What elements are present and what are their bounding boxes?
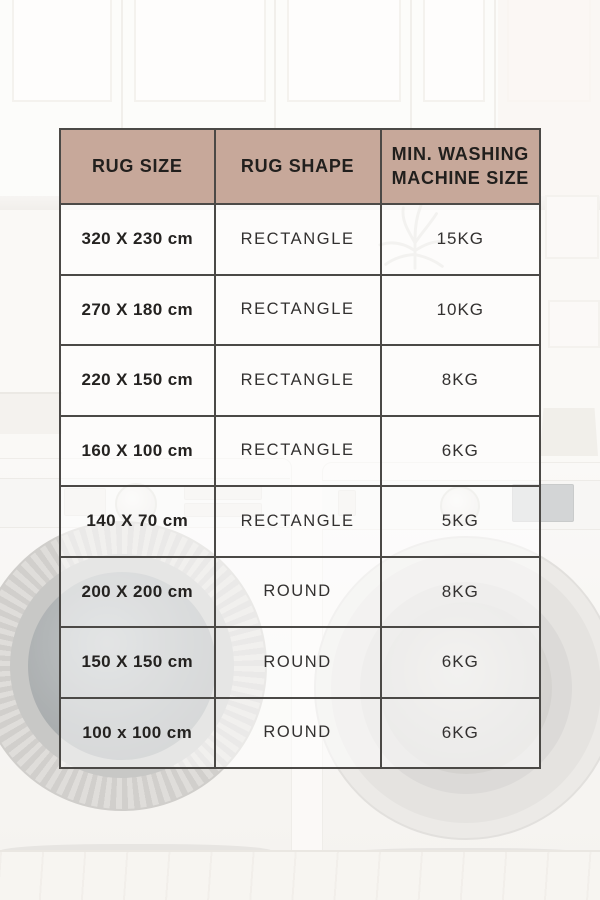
rug-shape-cell: RECTANGLE [215, 416, 381, 487]
machine-size-cell: 5KG [381, 486, 540, 557]
machine-size-cell: 10KG [381, 275, 540, 346]
rug-size-cell: 220 X 150 cm [60, 345, 215, 416]
machine-size-cell: 6KG [381, 698, 540, 769]
rug-shape-cell: ROUND [215, 698, 381, 769]
column-header-rug-size: RUG SIZE [60, 129, 215, 204]
table-row [60, 627, 540, 698]
machine-size-cell: 8KG [381, 345, 540, 416]
table-row [60, 557, 540, 628]
table-body [60, 204, 540, 768]
rug-size-cell: 160 X 100 cm [60, 416, 215, 487]
table-row [60, 345, 540, 416]
column-header-machine-size: MIN. WASHING MACHINE SIZE [381, 129, 540, 204]
rug-size-cell: 200 X 200 cm [60, 557, 215, 628]
rug-shape-cell: ROUND [215, 627, 381, 698]
rug-shape-cell: RECTANGLE [215, 345, 381, 416]
table-row [60, 275, 540, 346]
rug-size-cell: 320 X 230 cm [60, 204, 215, 275]
rug-shape-cell: RECTANGLE [215, 275, 381, 346]
rug-size-cell: 140 X 70 cm [60, 486, 215, 557]
rug-shape-cell: RECTANGLE [215, 204, 381, 275]
machine-size-cell: 6KG [381, 627, 540, 698]
rug-shape-cell: RECTANGLE [215, 486, 381, 557]
table-row [60, 698, 540, 769]
rug-size-table [59, 128, 541, 769]
machine-size-cell: 6KG [381, 416, 540, 487]
table-header [60, 129, 540, 204]
machine-size-cell: 15KG [381, 204, 540, 275]
rug-shape-cell: ROUND [215, 557, 381, 628]
rug-size-cell: 150 X 150 cm [60, 627, 215, 698]
machine-size-cell: 8KG [381, 557, 540, 628]
column-header-rug-shape: RUG SHAPE [215, 129, 381, 204]
table-row [60, 204, 540, 275]
table-row [60, 486, 540, 557]
rug-size-cell: 100 x 100 cm [60, 698, 215, 769]
table-row [60, 416, 540, 487]
header-row [60, 129, 540, 204]
rug-size-cell: 270 X 180 cm [60, 275, 215, 346]
